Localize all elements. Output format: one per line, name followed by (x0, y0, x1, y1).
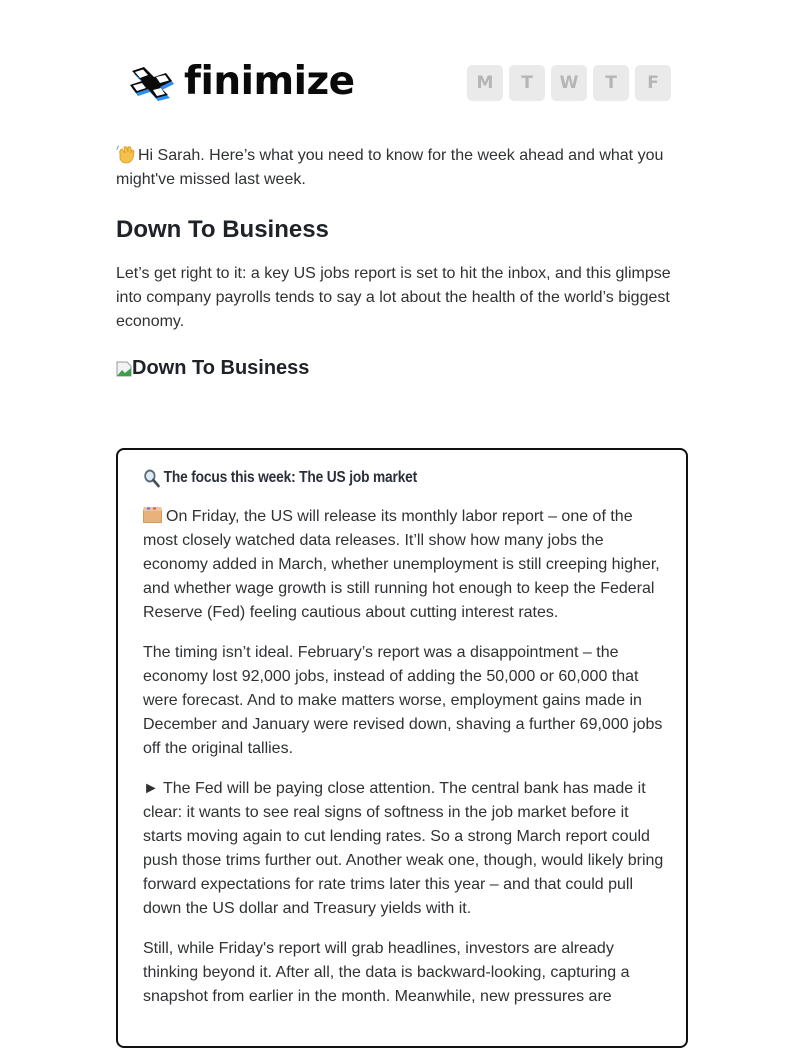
focus-paragraph: On Friday, the US will release its monthly labor report – one of the most closely watched data releases. It’ll show how many jobs the economy added in March, whether unemployment is still creeping higher, and whether wage growth is still running hot enough to keep the Federal Reserve (Fed) feeling cautious about cutting interest rates. (143, 508, 660, 621)
focus-paragraph: Still, while Friday's report will grab headlines, investors are already thinking beyond it. After all, the data is backward-looking, capturing a snapshot from earlier in the month. Meanwhile, new pressures are (143, 940, 630, 1005)
section-image-alt: Down To Business (132, 357, 310, 379)
focus-paragraph: The timing isn’t ideal. February’s report was a disappointment – the economy lost 92,000 jobs, instead of adding the 50,000 or 60,000 that were forecast. And to make matters worse, employment gains made in December and January were revised down, shaving a further 69,000 jobs off the original tallies. (143, 644, 663, 757)
package-box-icon (143, 506, 162, 523)
weekday-monday: M (467, 65, 503, 101)
weekday-tracker (467, 65, 671, 101)
focus-box (116, 448, 688, 1048)
weekday-wednesday: W (551, 65, 587, 101)
section-image (116, 357, 309, 380)
weekday-tuesday: T (509, 65, 545, 101)
magnifying-glass-icon (143, 468, 160, 488)
focus-title-text: The focus this week: The US job market (163, 469, 418, 486)
weekday-thursday: T (593, 65, 629, 101)
section-title: Down To Business (116, 216, 329, 243)
broken-image-icon (116, 361, 132, 377)
finimize-logo-icon (126, 63, 174, 101)
greeting (116, 144, 688, 192)
brand-name: finimize (184, 58, 355, 104)
newsletter-header (116, 56, 688, 112)
finimize-logo[interactable] (126, 60, 355, 104)
focus-body (143, 505, 665, 1025)
section-lead: Let’s get right to it: a key US jobs report is set to hit the inbox, and this glimpse into company payrolls tends to say a lot about the health of the world’s biggest economy. (116, 265, 671, 330)
focus-paragraph: ► The Fed will be paying close attention. The central bank has made it clear: it wants to see real signs of softness in the job market before it starts moving again to cut lending rates. So a strong March report could push those trims further out. Another weak one, though, would likely bring forward expectations for rate trims later this year – and that could pull down the US dollar and Treasury yields with it. (143, 780, 664, 917)
weekday-friday: F (635, 65, 671, 101)
focus-title (143, 468, 417, 488)
greeting-text: Hi Sarah. Here’s what you need to know for the week ahead and what you might've missed last week. (116, 147, 664, 188)
waving-hand-icon (116, 144, 136, 164)
